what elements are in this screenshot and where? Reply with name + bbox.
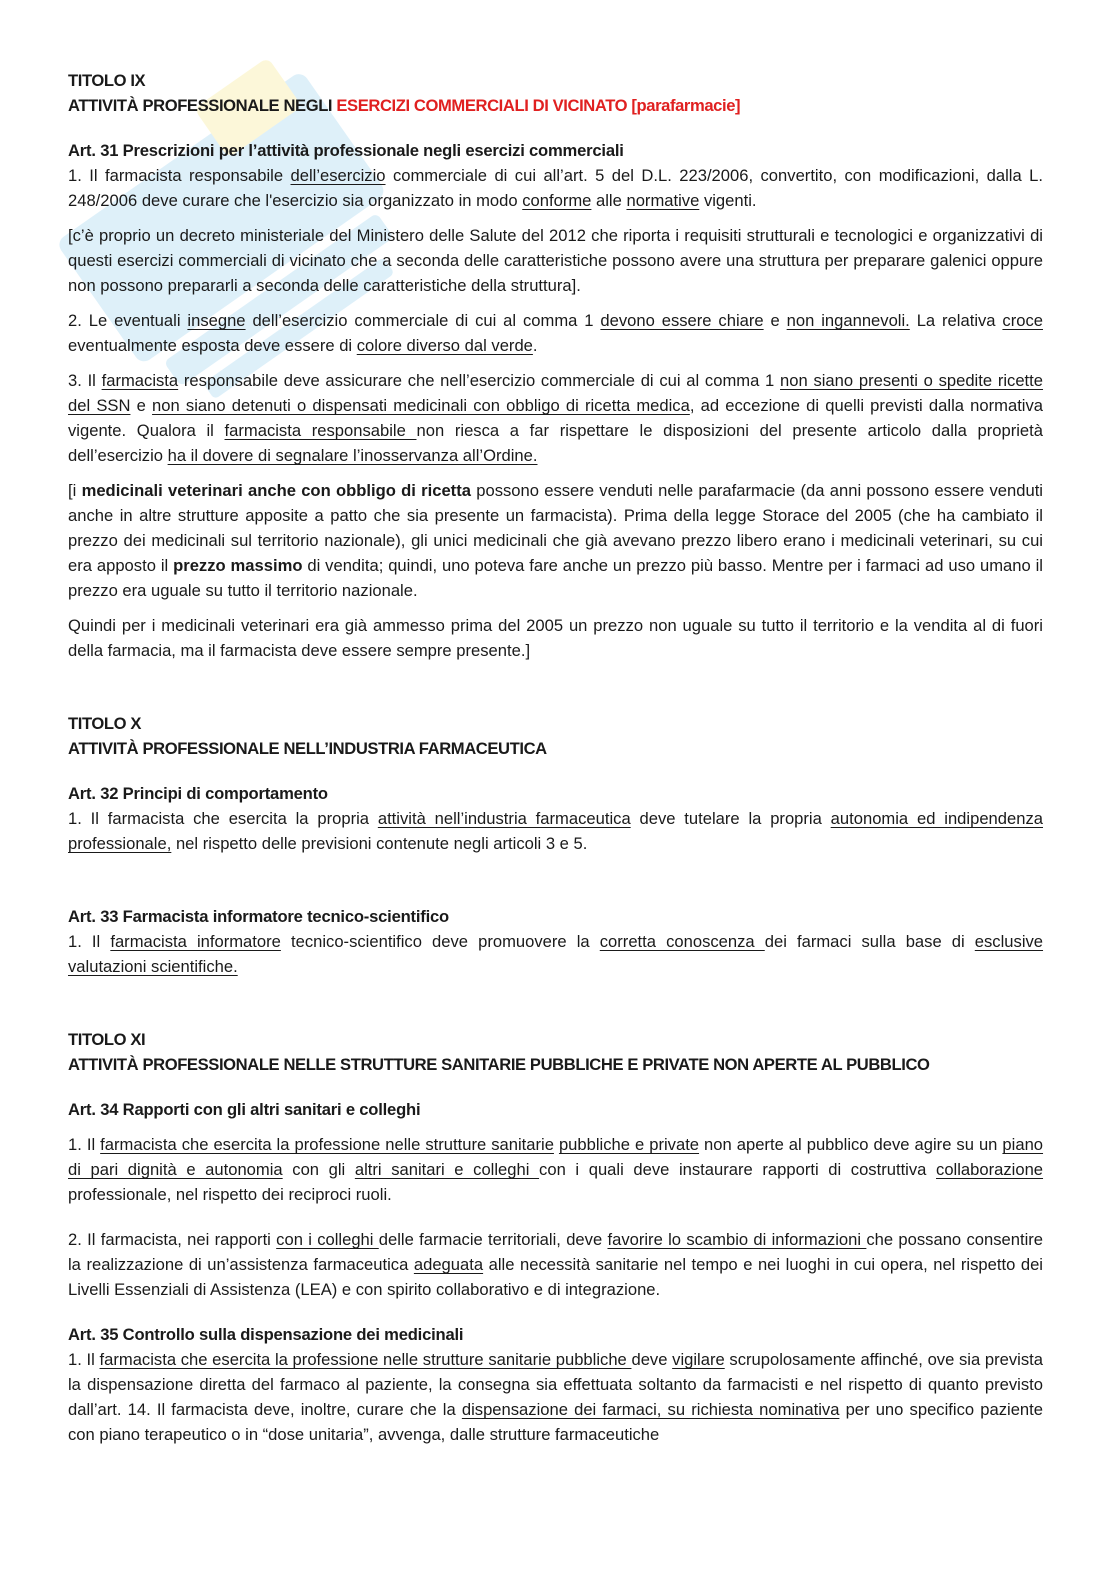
art-34-para-1: 1. Il farmacista che esercita la professione nelle strutture sanitarie pubbliche e private non aperte al pubblico deve agire su un piano di pari dignità e autonomia con gli altri sanitari e colleghi con i quali deve instaurare rapporti di costruttiva collaborazione professionale, nel rispetto dei reciproci ruoli. bbox=[68, 1135, 1044, 1204]
art-31-note-conclusion: Quindi per i medicinali veterinari era già ammesso prima del 2005 un prezzo non uguale su tutto il territorio e la vendita al di fuori della farmacia, ma il farmacista deve essere sempre presente.] bbox=[68, 616, 1043, 660]
art-32-title: Art. 32 Principi di comportamento bbox=[68, 784, 328, 803]
art-31-para-1: 1. Il farmacista responsabile dell’esercizio commerciale di cui all’art. 5 del D.L. 223/2006, convertito, con modificazioni, dalla L. 248/2006 deve curare che l'esercizio sia organizzato in modo conforme alle normative vigenti. bbox=[68, 166, 1043, 210]
art-31-note: [c’è proprio un decreto ministeriale del Ministero delle Salute del 2012 che riporta i requisiti strutturali e tecnologici e organizzativi di questi esercizi commerciali di vicinato che a seconda delle caratteristiche possono avere una struttura per preparare galenici oppure non possono prepararli a seconda delle caratteristiche della struttura]. bbox=[68, 226, 1043, 295]
art-33-para-1: 1. Il farmacista informatore tecnico-scientifico deve promuovere la corretta conoscenza dei farmaci sulla base di esclusive valutazioni scientifiche. bbox=[68, 932, 1044, 976]
art-31-note-veterinari: [i medicinali veterinari anche con obbligo di ricetta possono essere venduti nelle parafarmacie (da anni possono essere venduti anche in altre strutture apposite a patto che sia presente un farmacista). Prima della legge Storace del 2005 (che ha cambiato il prezzo dei medicinali sul territorio nazionale), gli unici medicinali che già avevano prezzo libero erano i medicinali veterinari, su cui era apposto il prezzo massimo di vendita; quindi, uno poteva fare anche un prezzo più basso. Mentre per i farmaci ad uso umano il prezzo era uguale su tutto il territorio nazionale. bbox=[68, 481, 1043, 600]
art-31-para-2: 2. Le eventuali insegne dell’esercizio commerciale di cui al comma 1 devono essere chiare e non ingannevoli. La relativa croce eventualmente esposta deve essere di colore diverso dal verde. bbox=[68, 311, 1043, 355]
art-34-para-2: 2. Il farmacista, nei rapporti con i colleghi delle farmacie territoriali, deve favorire lo scambio di informazioni che possano consentire la realizzazione di un’assistenza farmaceutica adeguata alle necessità sanitarie nel tempo e nei luoghi in cui opera, nel rispetto dei Livelli Essenziali di Assistenza (LEA) e con spirito collaborativo e di integrazione. bbox=[68, 1230, 1044, 1299]
art-35-para-1: 1. Il farmacista che esercita la professione nelle strutture sanitarie pubbliche deve vigilare scrupolosamente affinché, ove sia prevista la dispensazione diretta del farmaco al paziente, la consegna sia effettuata soltanto da farmacisti e nel rispetto di quanto previsto dall’art. 14. Il farmacista deve, inoltre, curare che la dispensazione dei farmaci, su richiesta nominativa per uno specifico paziente con piano terapeutico o in “dose unitaria”, avvenga, dalle strutture farmaceutiche bbox=[68, 1350, 1044, 1444]
titolo-ix: TITOLO IX bbox=[68, 71, 146, 90]
art-31-title: Art. 31 Prescrizioni per l’attività professionale negli esercizi commerciali bbox=[68, 141, 624, 160]
titolo-xi-heading: ATTIVITÀ PROFESSIONALE NELLE STRUTTURE SANITARIE PUBBLICHE E PRIVATE NON APERTE AL PUBBLICO bbox=[68, 1055, 930, 1074]
titolo-x-heading: ATTIVITÀ PROFESSIONALE NELL’INDUSTRIA FARMACEUTICA bbox=[68, 739, 547, 758]
document-content bbox=[68, 68, 1043, 1447]
titolo-xi: TITOLO XI bbox=[68, 1030, 146, 1049]
titolo-ix-heading-highlight: ESERCIZI COMMERCIALI DI VICINATO [parafarmacie] bbox=[336, 96, 741, 115]
art-35-title: Art. 35 Controllo sulla dispensazione dei medicinali bbox=[68, 1325, 464, 1344]
art-34-title: Art. 34 Rapporti con gli altri sanitari e colleghi bbox=[68, 1100, 421, 1119]
art-31-para-3: 3. Il farmacista responsabile deve assicurare che nell’esercizio commerciale di cui al comma 1 non siano presenti o spedite ricette del SSN e non siano detenuti o dispensati medicinali con obbligo di ricetta medica, ad eccezione di quelli previsti dalla normativa vigente. Qualora il farmacista responsabile non riesca a far rispettare le disposizioni del presente articolo dalla proprietà dell’esercizio ha il dovere di segnalare l’inosservanza all’Ordine. bbox=[68, 371, 1044, 465]
art-33-title: Art. 33 Farmacista informatore tecnico-scientifico bbox=[68, 907, 449, 926]
titolo-ix-heading: ATTIVITÀ PROFESSIONALE NEGLI ESERCIZI COMMERCIALI DI VICINATO [parafarmacie] bbox=[68, 96, 741, 115]
titolo-x: TITOLO X bbox=[68, 714, 142, 733]
art-32-para-1: 1. Il farmacista che esercita la propria attività nell’industria farmaceutica deve tutelare la propria autonomia ed indipendenza professionale, nel rispetto delle previsioni contenute negli articoli 3 e 5. bbox=[68, 809, 1043, 853]
